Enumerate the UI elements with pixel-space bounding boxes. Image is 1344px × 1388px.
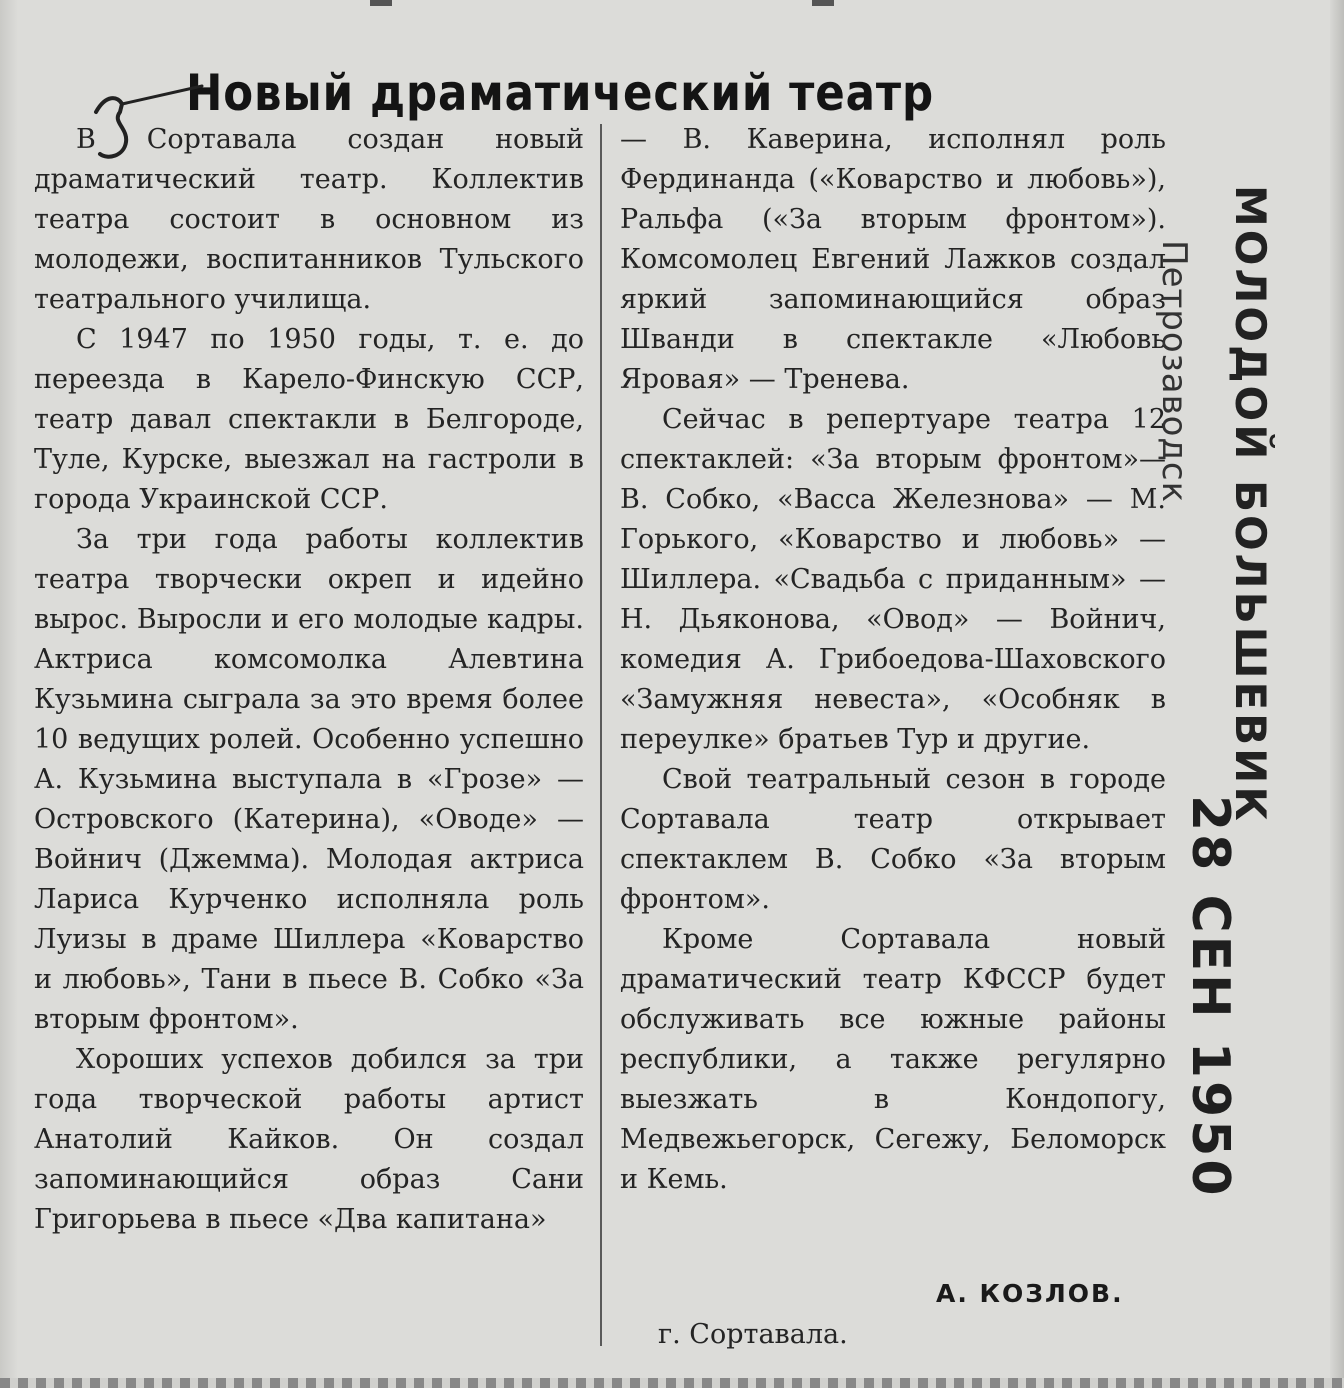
stamp-newspaper-name: МОЛОДОЙ БОЛЬШЕВИК <box>1226 185 1275 824</box>
article-author: А. КОЗЛОВ. <box>936 1279 1124 1308</box>
paragraph: С 1947 по 1950 годы, т. е. до переезда в Карело-Финскую ССР, театр давал спектакли в Белгороде, Туле, Курске, выезжал на гастроли в города Украинской ССР. <box>34 324 584 515</box>
stamp-city: Петрозаводск <box>1154 240 1194 504</box>
paragraph: Свой театральный сезон в городе Сортавала театр открывает спектаклем В. Собко «За вторым фронтом». <box>620 764 1166 915</box>
article-place: г. Сортавала. <box>658 1319 848 1350</box>
paragraph: Хороших успехов добился за три года творческой работы артист Анатолий Кайков. Он создал запоминающийся образ Сани Григорьева в пьесе «Два капитана» <box>34 1044 584 1235</box>
column-divider <box>600 124 602 1346</box>
article-column-right <box>620 120 1166 1200</box>
article-headline: Новый драматический театр <box>186 63 934 122</box>
right-paper-edge <box>1330 0 1344 1388</box>
top-edge-mark <box>812 0 834 6</box>
paragraph: Сейчас в репертуаре театра 12 спектаклей: «За вторым фронтом»—В. Собко, «Васса Железнова» — М. Горького, «Коварство и любовь» — Шиллера. «Свадьба с приданным» — Н. Дьяконова, «Овод» — Войнич, комедия А. Грибоедова-Шаховского «Замужняя невеста», «Особняк в переулке» братьев Тур и другие. <box>620 404 1166 755</box>
top-edge-mark <box>370 0 392 6</box>
bottom-paper-edge <box>0 1378 1344 1388</box>
left-paper-edge <box>0 0 18 1388</box>
stamp-date: 28 СЕН 1950 <box>1180 795 1240 1199</box>
paragraph: Кроме Сортавала новый драматический театр КФССР будет обслуживать все южные районы республики, а также регулярно выезжать в Кондопогу, Медвежьегорск, Сегежу, Беломорск и Кемь. <box>620 924 1166 1195</box>
paragraph: — В. Каверина, исполнял роль Фердинанда («Коварство и любовь»), Ральфа («За вторым фронтом»). Комсомолец Евгений Лажков создал яркий запоминающийся образ Шванди в спектакле «Любовь Яровая» — Тренева. <box>620 124 1166 395</box>
paragraph: За три года работы коллектив театра творчески окреп и идейно вырос. Выросли и его молодые кадры. Актриса комсомолка Алевтина Кузьмина сыграла за это время более 10 ведущих ролей. Особенно успешно А. Кузьмина выступала в «Грозе» — Островского (Катерина), «Оводе» — Войнич (Джемма). Молодая актриса Лариса Курченко исполняла роль Луизы в драме Шиллера «Коварство и любовь», Тани в пьесе В. Собко «За вторым фронтом». <box>34 524 584 1035</box>
article-column-left <box>34 120 584 1240</box>
paragraph: В Сортавала создан новый драматический театр. Коллектив театра состоит в основном из молодежи, воспитанников Тульского театрального училища. <box>34 124 584 315</box>
